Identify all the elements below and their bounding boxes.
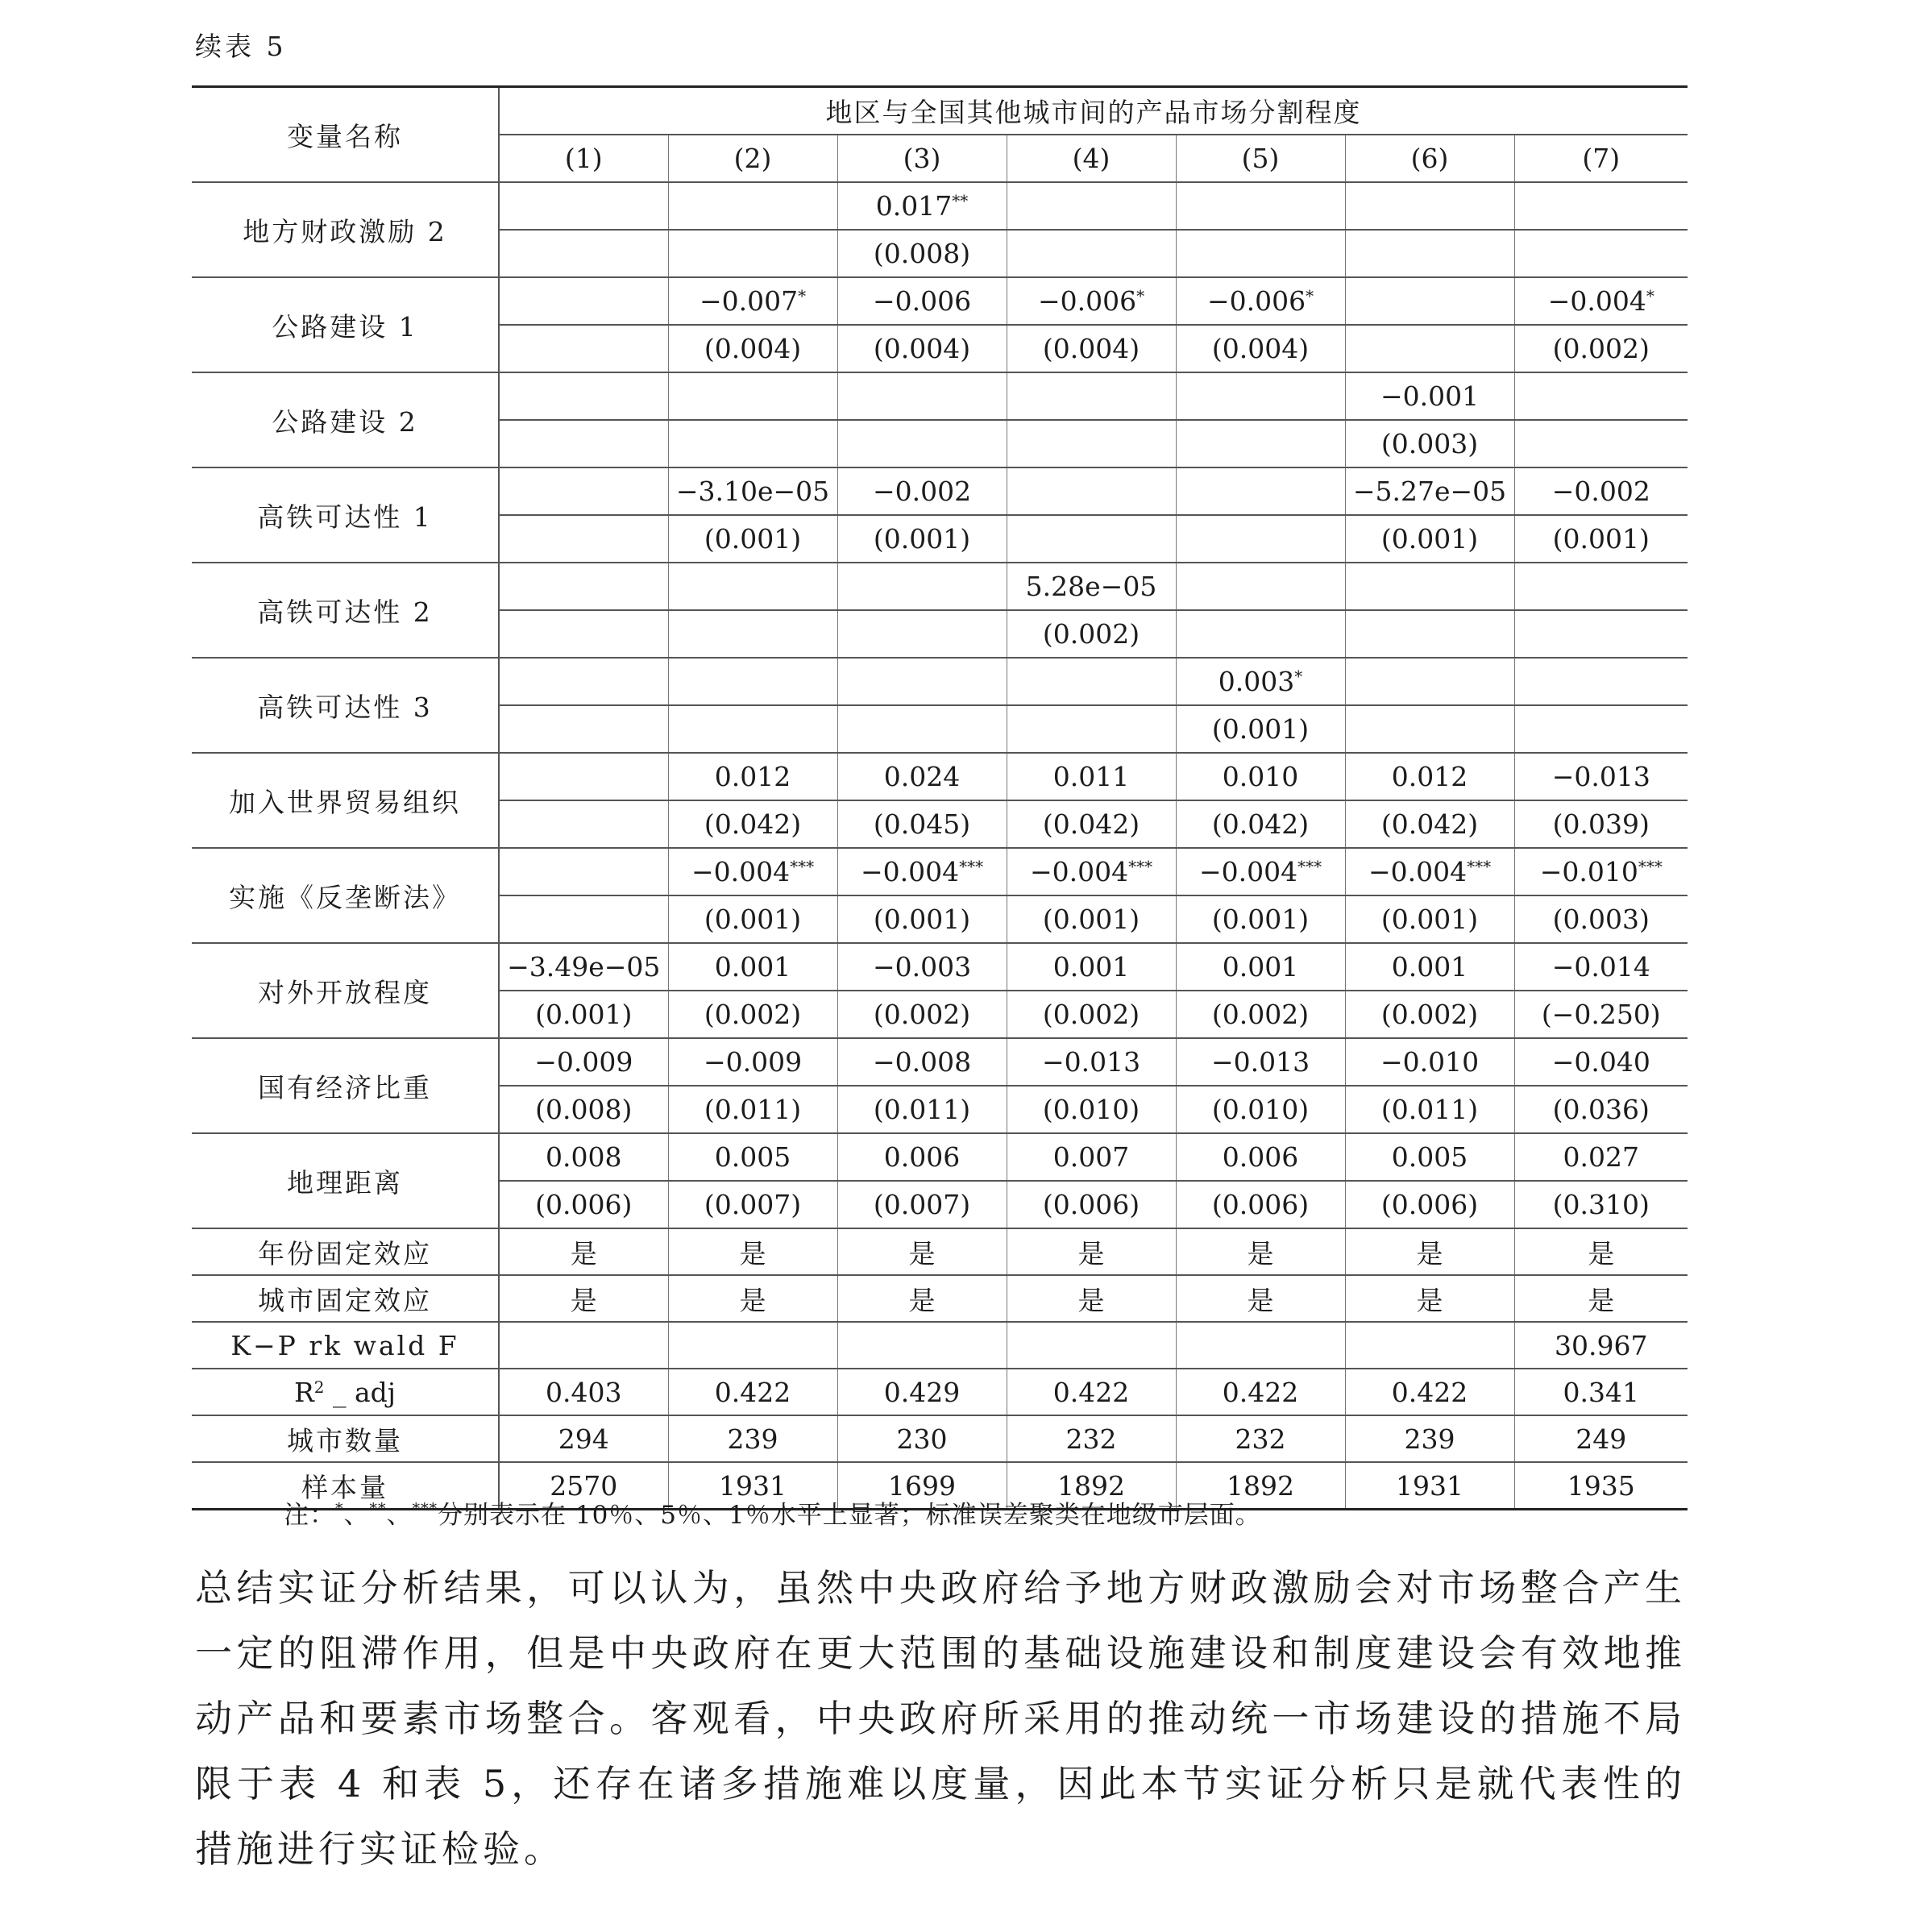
statistic-cell: 是	[1007, 1275, 1176, 1322]
statistic-cell: 239	[668, 1415, 837, 1462]
standard-error-cell: (0.004)	[668, 325, 837, 372]
standard-error-cell	[1514, 705, 1688, 753]
note-star-3: ***	[412, 1500, 438, 1518]
coefficient-cell: 0.001	[1007, 943, 1176, 991]
coefficient-cell: 5.28e−05	[1007, 563, 1176, 610]
coefficient-cell	[499, 563, 668, 610]
significance-stars: ***	[1638, 857, 1663, 876]
column-number-header: (6)	[1345, 135, 1514, 182]
variable-name	[192, 1369, 499, 1415]
statistic-cell: 0.422	[1007, 1369, 1176, 1415]
standard-error-cell: (0.008)	[499, 1086, 668, 1133]
standard-error-cell: (0.004)	[1007, 325, 1176, 372]
standard-error-cell	[1176, 515, 1345, 563]
table-row	[192, 1228, 1688, 1275]
coefficient-cell	[1176, 182, 1345, 230]
body-paragraph: 总结实证分析结果，可以认为，虽然中央政府给予地方财政激励会对市场整合产生一定的阻滞作用，但是中央政府在更大范围的基础设施建设和制度建设会有效地推动产品和要素市场整合。客观看，中央政府所采用的推动统一市场建设的措施不局限于表 4 和表 5，还存在诸多措施难以度量，因此本节实证分析只是就代表性的措施进行实证检验。	[195, 1566, 1686, 1871]
statistic-cell	[1345, 1322, 1514, 1369]
coefficient-cell: −0.006*	[1176, 277, 1345, 325]
statistic-cell	[668, 1322, 837, 1369]
table-caption: 续表 5	[195, 31, 287, 62]
column-number-header: (4)	[1007, 135, 1176, 182]
standard-error-cell: (0.002)	[1345, 991, 1514, 1038]
variable-name: 高铁可达性 1	[192, 467, 499, 563]
table-row	[192, 1275, 1688, 1322]
coefficient-cell	[1345, 658, 1514, 705]
standard-error-cell	[1007, 230, 1176, 277]
table-row	[192, 182, 1688, 230]
standard-error-cell: (0.039)	[1514, 800, 1688, 848]
standard-error-cell: (0.310)	[1514, 1181, 1688, 1228]
variable-name: 地方财政激励 2	[192, 182, 499, 277]
standard-error-cell	[837, 610, 1007, 658]
table-row	[192, 848, 1688, 895]
standard-error-cell	[499, 800, 668, 848]
standard-error-cell	[837, 705, 1007, 753]
standard-error-cell	[668, 420, 837, 467]
standard-error-cell: (0.006)	[499, 1181, 668, 1228]
standard-error-cell: (0.002)	[1007, 610, 1176, 658]
standard-error-cell: (0.004)	[837, 325, 1007, 372]
coefficient-cell	[837, 563, 1007, 610]
coefficient-cell: 0.012	[668, 753, 837, 800]
coefficient-cell: 0.005	[668, 1133, 837, 1181]
statistic-cell: 是	[1176, 1275, 1345, 1322]
standard-error-cell: (0.007)	[668, 1181, 837, 1228]
table-body	[192, 182, 1688, 1510]
statistic-cell: 1931	[668, 1462, 837, 1510]
table-row	[192, 1322, 1688, 1369]
standard-error-cell	[499, 515, 668, 563]
variable-name: 公路建设 2	[192, 372, 499, 467]
standard-error-cell	[499, 705, 668, 753]
coefficient-cell	[837, 372, 1007, 420]
significance-stars: ***	[959, 857, 984, 876]
standard-error-cell	[668, 705, 837, 753]
statistic-cell: 0.341	[1514, 1369, 1688, 1415]
significance-stars: ***	[1128, 857, 1153, 876]
variable-name: 样本量	[192, 1462, 499, 1510]
variable-name: 对外开放程度	[192, 943, 499, 1038]
coefficient-cell: −0.004*	[1514, 277, 1688, 325]
r-squared-superscript: 2	[313, 1377, 325, 1397]
coefficient-cell	[668, 658, 837, 705]
coefficient-cell	[1007, 182, 1176, 230]
variable-name: 实施《反垄断法》	[192, 848, 499, 943]
standard-error-cell	[837, 420, 1007, 467]
statistic-cell: 是	[499, 1275, 668, 1322]
standard-error-cell: (0.045)	[837, 800, 1007, 848]
standard-error-cell	[1007, 705, 1176, 753]
variable-name: 高铁可达性 3	[192, 658, 499, 753]
r-squared-label: R	[293, 1376, 314, 1408]
column-number-header: (2)	[668, 135, 837, 182]
standard-error-cell: (0.003)	[1514, 895, 1688, 943]
statistic-cell	[1007, 1322, 1176, 1369]
standard-error-cell: (0.001)	[1176, 705, 1345, 753]
statistic-cell: 是	[1514, 1228, 1688, 1275]
coefficient-cell: −0.009	[668, 1038, 837, 1086]
variable-name: 年份固定效应	[192, 1228, 499, 1275]
standard-error-cell: (0.001)	[1345, 515, 1514, 563]
statistic-cell: 239	[1345, 1415, 1514, 1462]
coefficient-cell: 0.012	[1345, 753, 1514, 800]
standard-error-cell: (0.001)	[668, 515, 837, 563]
standard-error-cell: (0.042)	[1345, 800, 1514, 848]
coefficient-cell: 0.001	[668, 943, 837, 991]
statistic-cell: 是	[1176, 1228, 1345, 1275]
coefficient-cell	[668, 563, 837, 610]
standard-error-cell	[499, 230, 668, 277]
standard-error-cell	[1007, 420, 1176, 467]
note-star-2: **	[369, 1500, 387, 1518]
statistic-cell: 是	[668, 1228, 837, 1275]
statistic-cell: 0.422	[1345, 1369, 1514, 1415]
statistic-cell: 1892	[1007, 1462, 1176, 1510]
coefficient-cell: 0.005	[1345, 1133, 1514, 1181]
standard-error-cell	[1345, 610, 1514, 658]
standard-error-cell: (0.002)	[1514, 325, 1688, 372]
standard-error-cell: (0.004)	[1176, 325, 1345, 372]
table-note	[284, 1494, 1261, 1531]
statistic-cell	[837, 1322, 1007, 1369]
coefficient-cell	[1514, 372, 1688, 420]
coefficient-cell: −0.014	[1514, 943, 1688, 991]
standard-error-cell	[1345, 705, 1514, 753]
table-row	[192, 467, 1688, 515]
variable-name: 地理距离	[192, 1133, 499, 1228]
statistic-cell: 232	[1176, 1415, 1345, 1462]
standard-error-cell: (0.011)	[837, 1086, 1007, 1133]
coefficient-cell: 0.017**	[837, 182, 1007, 230]
statistic-cell: 1699	[837, 1462, 1007, 1510]
statistic-cell: 294	[499, 1415, 668, 1462]
coefficient-cell	[1007, 467, 1176, 515]
significance-stars: *	[1294, 667, 1303, 686]
coefficient-cell: −0.002	[1514, 467, 1688, 515]
coefficient-cell: 0.001	[1176, 943, 1345, 991]
column-number-header: (7)	[1514, 135, 1688, 182]
column-number-header: (5)	[1176, 135, 1345, 182]
coefficient-cell	[1514, 563, 1688, 610]
variable-name-header: 变量名称	[192, 87, 499, 183]
statistic-cell: 1892	[1176, 1462, 1345, 1510]
variable-name: 加入世界贸易组织	[192, 753, 499, 848]
statistic-cell: 是	[1345, 1275, 1514, 1322]
standard-error-cell	[499, 895, 668, 943]
standard-error-cell: (0.011)	[668, 1086, 837, 1133]
coefficient-cell: 0.011	[1007, 753, 1176, 800]
coefficient-cell	[499, 753, 668, 800]
table-row	[192, 563, 1688, 610]
table-row	[192, 1038, 1688, 1086]
standard-error-cell: (0.001)	[1345, 895, 1514, 943]
standard-error-cell: (0.006)	[1345, 1181, 1514, 1228]
coefficient-cell: 0.006	[1176, 1133, 1345, 1181]
coefficient-cell	[668, 182, 837, 230]
statistic-cell: 是	[1007, 1228, 1176, 1275]
statistic-cell: 是	[668, 1275, 837, 1322]
coefficient-cell	[1007, 658, 1176, 705]
statistic-cell: 是	[837, 1275, 1007, 1322]
coefficient-cell	[1345, 182, 1514, 230]
group-header: 地区与全国其他城市间的产品市场分割程度	[499, 87, 1688, 135]
coefficient-cell	[1514, 182, 1688, 230]
table-row	[192, 753, 1688, 800]
standard-error-cell: (0.006)	[1176, 1181, 1345, 1228]
coefficient-cell: −3.49e−05	[499, 943, 668, 991]
variable-name: 城市数量	[192, 1415, 499, 1462]
standard-error-cell: (0.001)	[1176, 895, 1345, 943]
statistic-cell: 30.967	[1514, 1322, 1688, 1369]
statistic-cell: 是	[1514, 1275, 1688, 1322]
table-row	[192, 1369, 1688, 1415]
significance-stars: ***	[1297, 857, 1322, 876]
variable-name: 公路建设 1	[192, 277, 499, 372]
coefficient-cell	[837, 658, 1007, 705]
standard-error-cell: (0.001)	[668, 895, 837, 943]
coefficient-cell: 0.008	[499, 1133, 668, 1181]
standard-error-cell	[1345, 325, 1514, 372]
coefficient-cell: −0.013	[1007, 1038, 1176, 1086]
standard-error-cell: (0.001)	[837, 515, 1007, 563]
statistic-cell: 0.403	[499, 1369, 668, 1415]
statistic-cell: 0.422	[668, 1369, 837, 1415]
coefficient-cell: −0.007*	[668, 277, 837, 325]
coefficient-cell: −0.003	[837, 943, 1007, 991]
standard-error-cell	[499, 610, 668, 658]
table-row	[192, 277, 1688, 325]
note-prefix: 注：	[284, 1501, 335, 1530]
significance-stars: *	[1306, 286, 1314, 305]
significance-stars: *	[1646, 286, 1654, 305]
r-squared-suffix: _ adj	[324, 1376, 396, 1408]
coefficient-cell: 0.007	[1007, 1133, 1176, 1181]
standard-error-cell: (0.001)	[837, 895, 1007, 943]
coefficient-cell: −0.006*	[1007, 277, 1176, 325]
statistic-cell: 是	[837, 1228, 1007, 1275]
coefficient-cell	[499, 372, 668, 420]
table-header	[192, 87, 1688, 183]
note-star-1: *	[335, 1500, 344, 1518]
statistic-cell	[499, 1322, 668, 1369]
coefficient-cell: −0.004***	[668, 848, 837, 895]
coefficient-cell: 0.006	[837, 1133, 1007, 1181]
standard-error-cell	[668, 230, 837, 277]
coefficient-cell: −0.010***	[1514, 848, 1688, 895]
coefficient-cell: 0.003*	[1176, 658, 1345, 705]
statistic-cell: 0.422	[1176, 1369, 1345, 1415]
statistic-cell: 249	[1514, 1415, 1688, 1462]
regression-table	[192, 85, 1688, 1510]
coefficient-cell: −0.010	[1345, 1038, 1514, 1086]
coefficient-cell	[499, 182, 668, 230]
standard-error-cell: (0.010)	[1007, 1086, 1176, 1133]
coefficient-cell: −0.004***	[837, 848, 1007, 895]
standard-error-cell	[1176, 230, 1345, 277]
standard-error-cell	[1176, 610, 1345, 658]
variable-name: 高铁可达性 2	[192, 563, 499, 658]
coefficient-cell	[1007, 372, 1176, 420]
standard-error-cell: (0.006)	[1007, 1181, 1176, 1228]
standard-error-cell	[1176, 420, 1345, 467]
standard-error-cell: (0.001)	[1007, 895, 1176, 943]
coefficient-cell: 0.010	[1176, 753, 1345, 800]
coefficient-cell: −5.27e−05	[1345, 467, 1514, 515]
coefficient-cell	[1345, 563, 1514, 610]
standard-error-cell: (0.001)	[1514, 515, 1688, 563]
coefficient-cell: −0.008	[837, 1038, 1007, 1086]
coefficient-cell	[499, 277, 668, 325]
note-text: 分别表示在 10％、5％、1％水平上显著；标准误差聚类在地级市层面。	[438, 1501, 1261, 1530]
column-number-header: (3)	[837, 135, 1007, 182]
standard-error-cell	[499, 325, 668, 372]
significance-stars: **	[952, 191, 969, 210]
standard-error-cell: (0.002)	[837, 991, 1007, 1038]
coefficient-cell	[499, 658, 668, 705]
column-number-header: (1)	[499, 135, 668, 182]
standard-error-cell	[1514, 610, 1688, 658]
statistic-cell: 230	[837, 1415, 1007, 1462]
coefficient-cell: 0.024	[837, 753, 1007, 800]
coefficient-cell	[499, 467, 668, 515]
coefficient-cell: −0.006	[837, 277, 1007, 325]
coefficient-cell	[1176, 563, 1345, 610]
coefficient-cell: −0.013	[1514, 753, 1688, 800]
standard-error-cell: (0.010)	[1176, 1086, 1345, 1133]
coefficient-cell	[1176, 467, 1345, 515]
table-row	[192, 943, 1688, 991]
variable-name: 城市固定效应	[192, 1275, 499, 1322]
significance-stars: *	[1136, 286, 1145, 305]
statistic-cell: 1935	[1514, 1462, 1688, 1510]
coefficient-cell: −0.004***	[1007, 848, 1176, 895]
coefficient-cell: −0.004***	[1345, 848, 1514, 895]
table-row	[192, 658, 1688, 705]
standard-error-cell: (0.007)	[837, 1181, 1007, 1228]
variable-name: K−P rk wald F	[192, 1322, 499, 1369]
note-separator: 、	[343, 1501, 370, 1530]
coefficient-cell	[1514, 658, 1688, 705]
statistic-cell: 2570	[499, 1462, 668, 1510]
coefficient-cell: 0.027	[1514, 1133, 1688, 1181]
standard-error-cell: (0.002)	[1176, 991, 1345, 1038]
coefficient-cell: 0.001	[1345, 943, 1514, 991]
standard-error-cell: (0.042)	[1176, 800, 1345, 848]
note-separator: 、	[386, 1501, 413, 1530]
table-row	[192, 372, 1688, 420]
coefficient-cell: −0.004***	[1176, 848, 1345, 895]
standard-error-cell	[1514, 420, 1688, 467]
standard-error-cell: (0.008)	[837, 230, 1007, 277]
standard-error-cell: (0.002)	[668, 991, 837, 1038]
coefficient-cell	[1176, 372, 1345, 420]
statistic-cell: 是	[499, 1228, 668, 1275]
coefficient-cell	[499, 848, 668, 895]
standard-error-cell	[1345, 230, 1514, 277]
standard-error-cell: (0.002)	[1007, 991, 1176, 1038]
coefficient-cell: −0.002	[837, 467, 1007, 515]
statistic-cell	[1176, 1322, 1345, 1369]
standard-error-cell: (0.011)	[1345, 1086, 1514, 1133]
statistic-cell: 0.429	[837, 1369, 1007, 1415]
standard-error-cell	[1007, 515, 1176, 563]
coefficient-cell	[668, 372, 837, 420]
standard-error-cell	[499, 420, 668, 467]
coefficient-cell: −0.013	[1176, 1038, 1345, 1086]
significance-stars: ***	[1467, 857, 1492, 876]
standard-error-cell	[668, 610, 837, 658]
coefficient-cell: −0.009	[499, 1038, 668, 1086]
statistic-cell: 232	[1007, 1415, 1176, 1462]
significance-stars: ***	[790, 857, 815, 876]
standard-error-cell	[1514, 230, 1688, 277]
variable-name: 国有经济比重	[192, 1038, 499, 1133]
coefficient-cell	[1345, 277, 1514, 325]
standard-error-cell: (0.042)	[1007, 800, 1176, 848]
standard-error-cell: (0.042)	[668, 800, 837, 848]
statistic-cell: 是	[1345, 1228, 1514, 1275]
coefficient-cell: −3.10e−05	[668, 467, 837, 515]
significance-stars: *	[798, 286, 807, 305]
statistic-cell: 1931	[1345, 1462, 1514, 1510]
coefficient-cell: −0.040	[1514, 1038, 1688, 1086]
coefficient-cell: −0.001	[1345, 372, 1514, 420]
standard-error-cell: (0.001)	[499, 991, 668, 1038]
table-row	[192, 1133, 1688, 1181]
standard-error-cell: (0.036)	[1514, 1086, 1688, 1133]
table-row	[192, 1415, 1688, 1462]
standard-error-cell: (−0.250)	[1514, 991, 1688, 1038]
standard-error-cell: (0.003)	[1345, 420, 1514, 467]
